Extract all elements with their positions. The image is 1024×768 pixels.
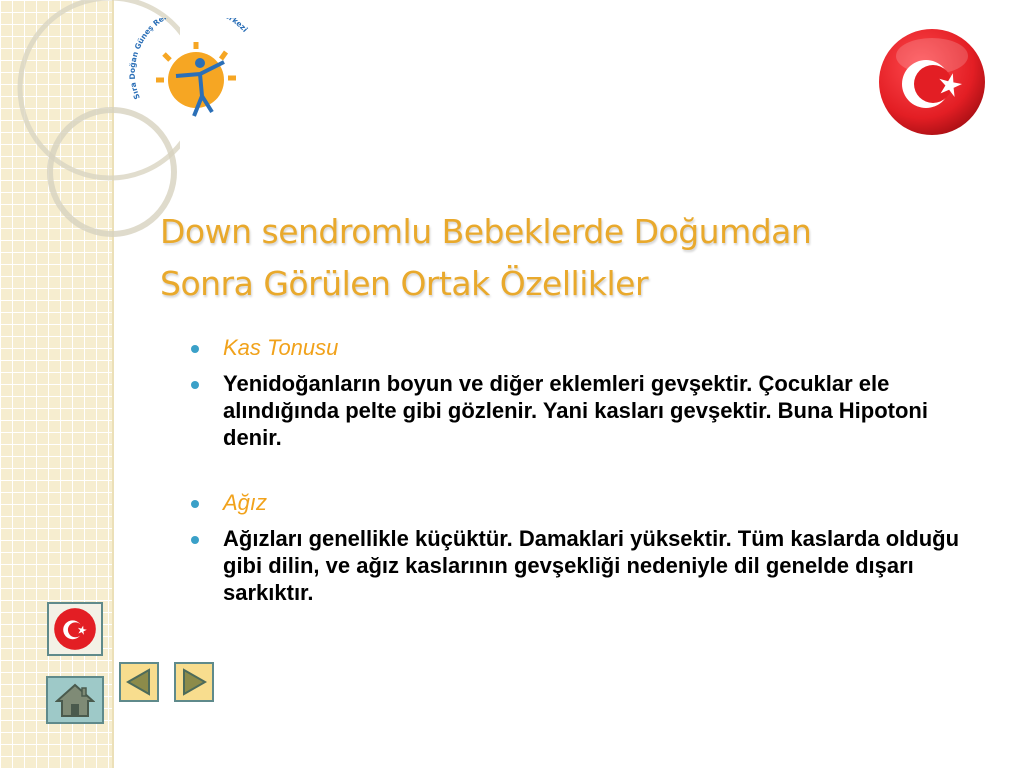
bullet-heading-agiz <box>188 489 988 516</box>
sun-person-logo-icon <box>126 18 261 128</box>
slide-content <box>188 334 988 606</box>
center-logo <box>126 18 261 128</box>
slide-title-line-1: Down sendromlu Bebeklerde Doğumdan <box>160 212 812 251</box>
previous-slide-button[interactable] <box>119 662 159 702</box>
logo-text: Sıra Doğan Güneş Re rkezi <box>127 18 250 101</box>
next-slide-button[interactable] <box>174 662 214 702</box>
bullet-body-agiz <box>188 525 988 606</box>
slide-title <box>160 206 980 310</box>
slide-title-line-2: Sonra Görülen Ortak Özellikler <box>160 264 649 303</box>
bullet-text: Ağız <box>223 490 268 515</box>
bullet-dot-icon <box>191 381 199 389</box>
triangle-left-icon <box>124 667 154 697</box>
bullet-dot-icon <box>191 345 199 353</box>
bullet-text: Yenidoğanların boyun ve diğer eklemleri gevşektir. Çocuklar ele alındığında pelte gibi gözlenir. Yani kasları gevşektir. Buna Hipotoni denir. <box>223 371 928 450</box>
bullet-dot-icon <box>191 536 199 544</box>
bullet-text: Ağızları genellikle küçüktür. Damaklari yüksektir. Tüm kaslarda olduğu gibi dilin, ve ağız kaslarının gevşekliği nedeniyle dil genelde dışarı sarkıktır. <box>223 526 960 605</box>
turkish-flag-badge <box>876 26 988 138</box>
bullet-body-kas-tonusu <box>188 370 988 451</box>
bullet-text: Kas Tonusu <box>223 335 339 360</box>
turkish-flag-icon <box>53 607 97 651</box>
triangle-right-icon <box>179 667 209 697</box>
home-button[interactable] <box>46 676 104 724</box>
bullet-heading-kas-tonusu <box>188 334 988 361</box>
flag-nav-button[interactable] <box>47 602 103 656</box>
home-icon <box>55 682 95 718</box>
turkish-flag-icon <box>876 26 988 138</box>
bullet-dot-icon <box>191 500 199 508</box>
